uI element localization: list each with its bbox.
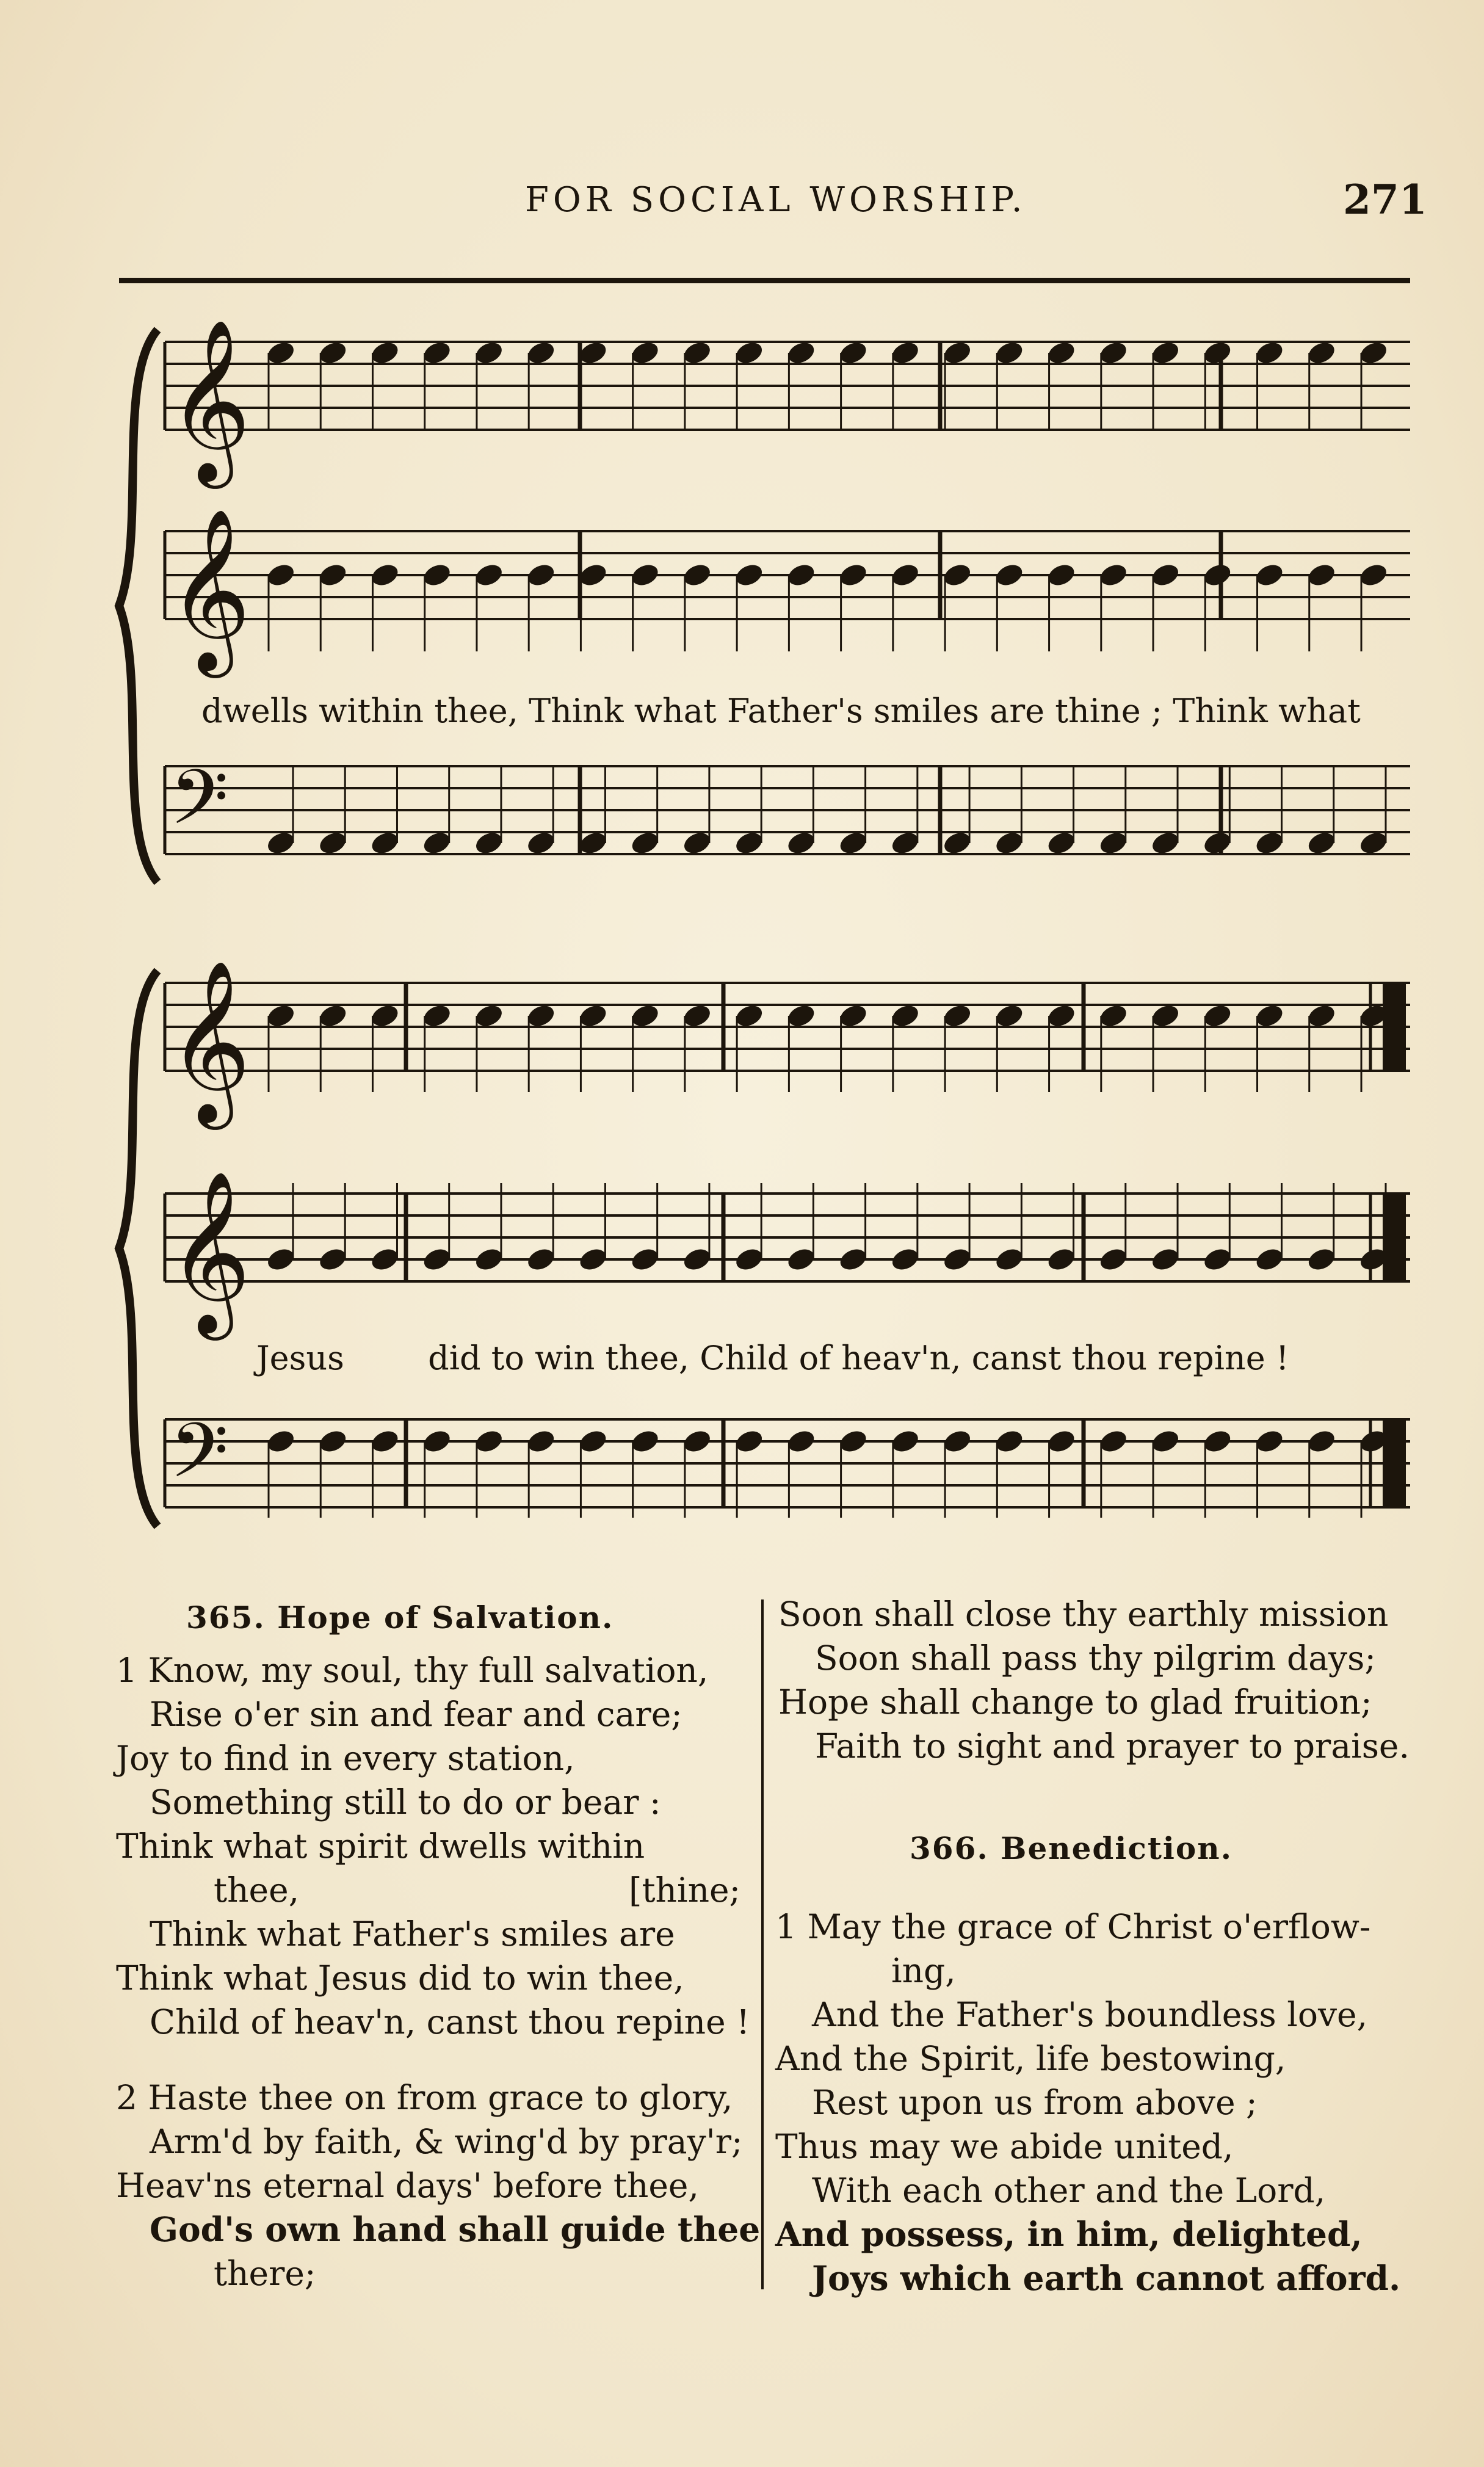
verse-line: 1 May the grace of Christ o'erflow- — [775, 1907, 1371, 1946]
note-head — [1045, 1427, 1077, 1455]
note-head — [525, 1427, 557, 1455]
note-head — [629, 1245, 661, 1273]
verse-line: God's own hand shall guide thee — [150, 2209, 761, 2249]
note-head — [837, 1427, 869, 1455]
final-bar-line — [1383, 1194, 1406, 1281]
note-head — [1149, 561, 1182, 589]
note-head — [369, 1427, 401, 1455]
verse-line: Faith to sight and prayer to praise. — [815, 1726, 1410, 1766]
note-head — [1305, 1427, 1337, 1455]
verse-line: And the Spirit, life bestowing, — [775, 2039, 1286, 2078]
verse-line: 2 Haste thee on from grace to glory, — [116, 2078, 733, 2117]
note-head — [421, 1245, 453, 1273]
hymn-365-title: 365. Hope of Salvation. — [186, 1599, 614, 1636]
note-head — [785, 1245, 817, 1273]
note-head — [317, 561, 349, 589]
verse-line: Arm'd by faith, & wing'd by pray'r; — [150, 2122, 743, 2161]
note-head — [681, 1427, 714, 1455]
verse-line: Child of heav'n, canst thou repine ! — [150, 2002, 750, 2041]
note-head — [1149, 1245, 1182, 1273]
verse-line: 1 Know, my soul, thy full salvation, — [116, 1651, 709, 1690]
note-head — [265, 1245, 297, 1273]
note-head — [889, 1245, 922, 1273]
system-brace — [119, 330, 157, 882]
verse-line: Think what Jesus did to win thee, — [116, 1958, 684, 1998]
verse-line: Think what Father's smiles are — [150, 1915, 675, 1954]
treble-clef-icon: 𝄞 — [168, 319, 251, 482]
note-head — [941, 1245, 974, 1273]
note-head — [317, 1245, 349, 1273]
note-head — [941, 1427, 974, 1455]
note-head — [525, 561, 557, 589]
verse-line: Rise o'er sin and fear and care; — [150, 1695, 682, 1734]
note-head — [421, 1427, 453, 1455]
treble-clef-icon: 𝄞 — [168, 960, 251, 1123]
lyric-line-1: dwells within thee, Think what Father's smiles are thine ; Think what — [201, 692, 1361, 730]
note-head — [473, 1245, 505, 1273]
note-head — [577, 1245, 609, 1273]
note-head — [369, 561, 401, 589]
note-head — [1358, 561, 1390, 589]
note-head — [1305, 1245, 1337, 1273]
note-head — [1045, 561, 1077, 589]
verse-line: Soon shall pass thy pilgrim days; — [815, 1639, 1376, 1678]
note-head — [317, 1427, 349, 1455]
verse-line: Think what spirit dwells within — [116, 1827, 645, 1866]
note-head — [473, 561, 505, 589]
verse-line: Something still to do or bear : — [150, 1783, 661, 1822]
note-head — [941, 561, 974, 589]
bass-clef-icon: 𝄢 — [170, 754, 229, 860]
bass-clef-icon: 𝄢 — [170, 1407, 229, 1513]
note-head — [837, 1245, 869, 1273]
verse-line: [thine; — [629, 1871, 741, 1910]
verse-line: With each other and the Lord, — [812, 2171, 1326, 2210]
lyric-line-2: Jesus did to win thee, Child of heav'n, canst thou repine ! — [256, 1339, 1289, 1377]
note-head — [1253, 1427, 1286, 1455]
verse-line: And the Father's boundless love, — [812, 1995, 1368, 2034]
note-head — [785, 561, 817, 589]
note-head — [733, 1427, 766, 1455]
note-head — [577, 1427, 609, 1455]
note-head — [1253, 561, 1286, 589]
note-head — [993, 561, 1026, 589]
verse-line: ing, — [891, 1951, 956, 1990]
verse-line: And possess, in him, delighted, — [775, 2214, 1363, 2254]
verse-line: Joys which earth cannot afford. — [812, 2258, 1401, 2298]
note-head — [1201, 1245, 1234, 1273]
note-head — [993, 1245, 1026, 1273]
note-head — [265, 561, 297, 589]
note-head — [681, 561, 714, 589]
note-head — [1045, 1245, 1077, 1273]
treble-clef-icon: 𝄞 — [168, 1170, 251, 1333]
running-header: FOR SOCIAL WORSHIP. — [525, 180, 1027, 220]
note-head — [1305, 561, 1337, 589]
verse-line: Soon shall close thy earthly mission — [778, 1595, 1389, 1634]
treble-clef-icon: 𝄞 — [168, 508, 251, 671]
verse-line: Joy to find in every station, — [116, 1739, 575, 1778]
note-head — [525, 1245, 557, 1273]
note-head — [369, 1245, 401, 1273]
note-head — [1253, 1245, 1286, 1273]
system-brace — [119, 971, 157, 1526]
note-head — [889, 1427, 922, 1455]
note-head — [265, 1427, 297, 1455]
note-head — [1098, 1245, 1130, 1273]
verse-line: Rest upon us from above ; — [812, 2083, 1258, 2122]
final-bar-line — [1383, 1419, 1406, 1507]
verse-line: there; — [214, 2254, 316, 2293]
note-head — [473, 1427, 505, 1455]
note-head — [1098, 1427, 1130, 1455]
hymn-366-title: 366. Benediction. — [910, 1830, 1233, 1866]
note-head — [629, 1427, 661, 1455]
note-head — [1098, 561, 1130, 589]
page-number: 271 — [1343, 176, 1427, 223]
note-head — [733, 1245, 766, 1273]
note-head — [629, 561, 661, 589]
note-head — [1201, 1427, 1234, 1455]
note-head — [1149, 1427, 1182, 1455]
note-head — [681, 1245, 714, 1273]
column-divider — [761, 1599, 764, 2289]
verse-line: Thus may we abide united, — [775, 2127, 1234, 2166]
final-bar-line — [1383, 983, 1406, 1071]
note-head — [421, 561, 453, 589]
note-head — [993, 1427, 1026, 1455]
verse-line: Hope shall change to glad fruition; — [778, 1683, 1372, 1722]
note-head — [837, 561, 869, 589]
note-head — [1201, 561, 1234, 589]
note-head — [889, 561, 922, 589]
note-head — [785, 1427, 817, 1455]
note-head — [733, 561, 766, 589]
verse-line: thee, — [214, 1871, 300, 1910]
verse-line: Heav'ns eternal days' before thee, — [116, 2166, 699, 2205]
